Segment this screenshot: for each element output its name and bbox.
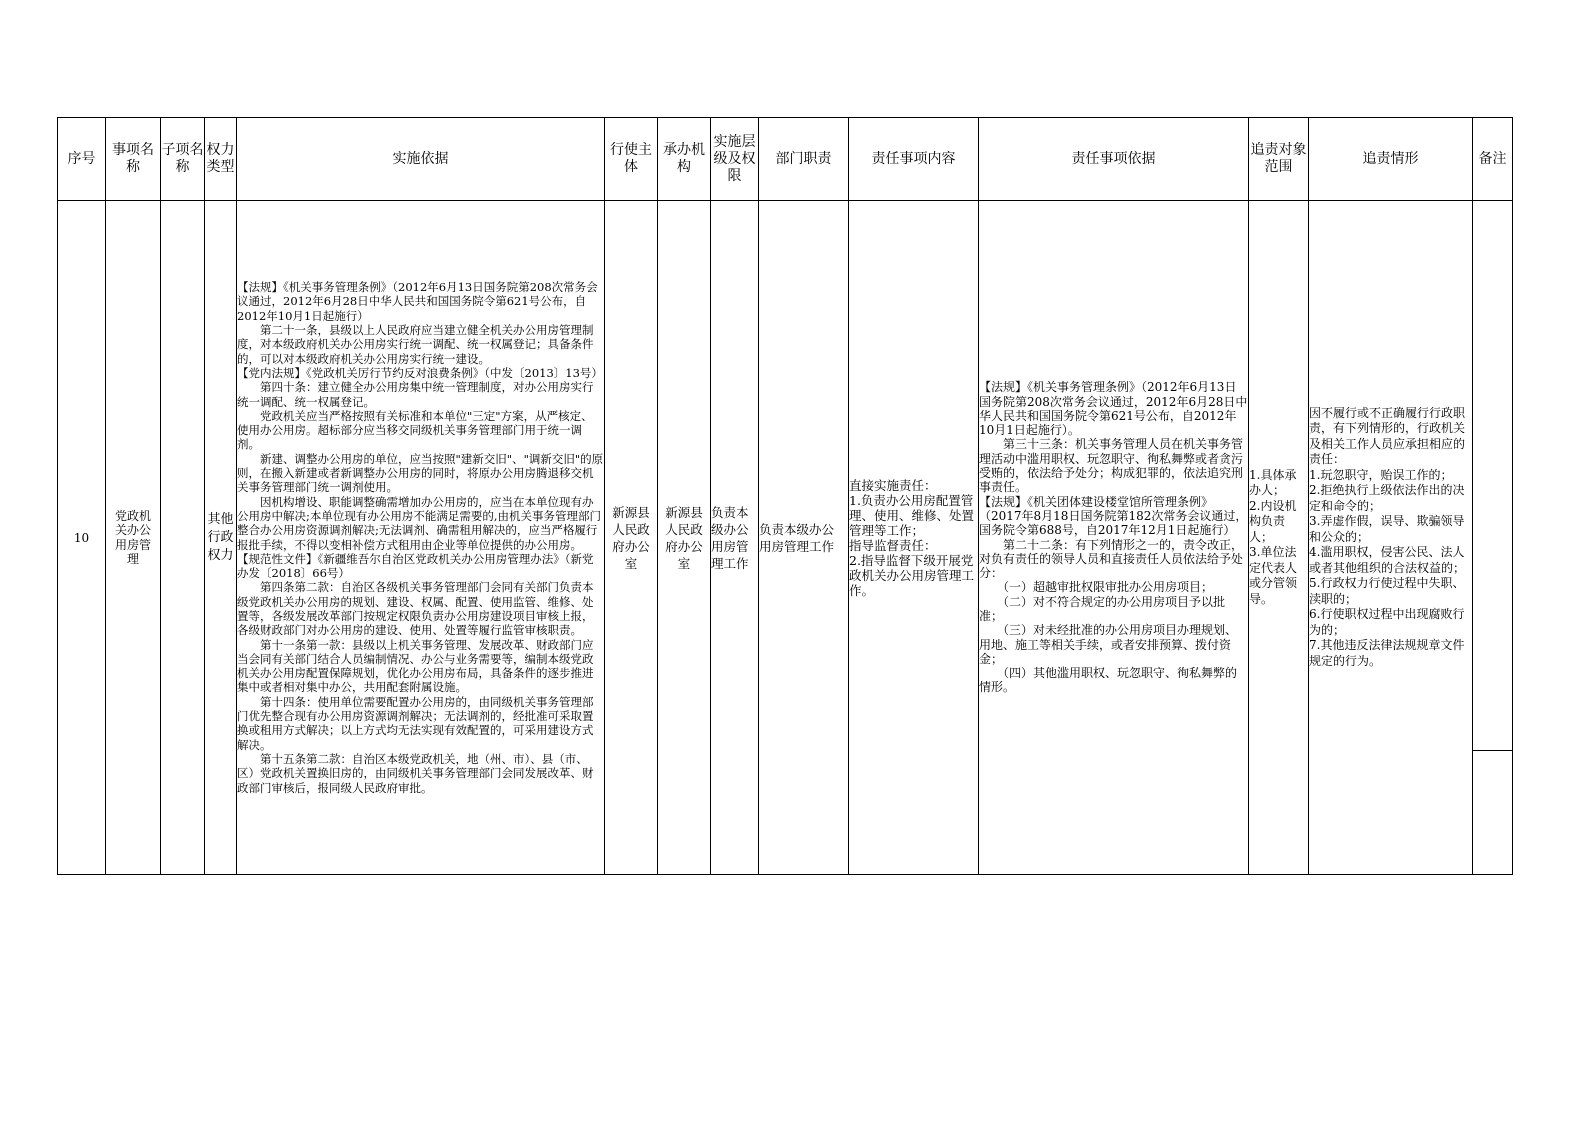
cell-sub-name [161,201,205,875]
header-item-name: 事项名称 [106,118,161,201]
cell-subject: 新源县 人民政 府办公 室 [605,201,658,875]
cell-account-scope: 1.具体承办人； 2.内设机构负责人； 3.单位法定代表人或分管领导。 [1249,201,1309,875]
header-basis: 实施依据 [237,118,605,201]
table-row [58,201,1513,875]
remark-divider [1473,750,1512,751]
header-agency: 承办机构 [658,118,711,201]
cell-duty: 负责本级办公 用房管理工作 [759,201,849,875]
header-duty: 部门职责 [759,118,849,201]
header-account-situation: 追责情形 [1309,118,1473,201]
cell-resp-content: 直接实施责任： 1.负责办公用房配置管理、使用、维修、处置管理等工作； 指导监督责任： 2.指导监督下级开展党政机关办公用房管理工作。 [849,201,979,875]
header-sub-name: 子项名称 [161,118,205,201]
cell-account-situation: 因不履行或不正确履行行政职责，有下列情形的，行政机关及相关工作人员应承担相应的责任： 1.玩忽职守，贻误工作的； 2.拒绝执行上级依法作出的决定和命令的； 3.弄虚作假，误导、欺骗领导和公众的； 4.滥用职权，侵害公民、法人或者其他组织的合法权益的； 5.行政权力行使过程中失职、渎职的； 6.行使职权过程中出现腐败行为的； 7.其他违反法律法规规章文件规定的行为。 [1309,201,1473,875]
header-level: 实施层级及权限 [711,118,759,201]
cell-resp-basis: 【法规】《机关事务管理条例》（2012年6月13日国务院第208次常务会议通过，2012年6月28日中华人民共和国国务院令第621号公布，自2012年10月1日起施行）。 第三十三条：机关事务管理人员在机关事务管理活动中滥用职权、玩忽职守、徇私舞弊或者贪污受贿的，依法给予处分；构成犯罪的，依法追究刑事责任。 【法规】《机关团体建设楼堂馆所管理条例》（2017年8月18日国务院第182次常务会议通过，国务院令第688号，自2017年12月1日起施行） 第二十二条：有下列情形之一的，责令改正，对负有责任的领导人员和直接责任人员依法给予处分： （一）超越审批权限审批办公用房项目； （二）对不符合规定的办公用房项目予以批准； （三）对未经批准的办公用房项目办理规划、用地、施工等相关手续，或者安排预算、拨付资金； （四）其他滥用职权、玩忽职守、徇私舞弊的情形。 [979,201,1249,875]
cell-power-type: 其他 行政 权力 [205,201,237,875]
power-list-table [57,117,1513,875]
header-power-type: 权力类型 [205,118,237,201]
header-row [58,118,1513,201]
cell-level: 负责本 级办公 用房管 理工作 [711,201,759,875]
header-account-scope: 追责对象范围 [1249,118,1309,201]
header-seq: 序号 [58,118,106,201]
cell-item-name: 党政机 关办公 用房管 理 [106,201,161,875]
header-subject: 行使主体 [605,118,658,201]
cell-basis: 【法规】《机关事务管理条例》（2012年6月13日国务院第208次常务会议通过，2012年6月28日中华人民共和国国务院令第621号公布，自2012年10月1日起施行） 第二十一条，县级以上人民政府应当建立健全机关办公用房管理制度，对本级政府机关办公用房实行统一调配、统一权属登记；具备条件的，可以对本级政府机关办公用房实行统一建设。 【党内法规】《党政机关厉行节约反对浪费条例》（中发〔2013〕13号） 第四十条：建立健全办公用房集中统一管理制度，对办公用房实行统一调配、统一权属登记。 党政机关应当严格按照有关标准和本单位"三定"方案，从严核定、使用办公用房。超标部分应当移交同级机关事务管理部门用于统一调剂。 新建、调整办公用房的单位，应当按照"建新交旧"、"调新交旧"的原则，在搬入新建或者新调整办公用房的同时，将原办公用房腾退移交机关事务管理部门统一调剂使用。 因机构增设、职能调整确需增加办公用房的，应当在本单位现有办公用房中解决;本单位现有办公用房不能满足需要的,由机关事务管理部门整合办公用房资源调剂解决;无法调剂、确需租用解决的，应当严格履行报批手续，不得以变相补偿方式租用由企业等单位提供的办公用房。 【规范性文件】《新疆维吾尔自治区党政机关办公用房管理办法》（新党办发〔2018〕66号） 第四条第二款：自治区各级机关事务管理部门会同有关部门负责本级党政机关办公用房的规划、建设、权属、配置、使用监管、维修、处置等，各级发展改革部门按规定权限负责办公用房建设项目审核上报，各级财政部门对办公用房的建设、使用、处置等履行监管审核职责。 第十一条第一款：县级以上机关事务管理、发展改革、财政部门应当会同有关部门结合人员编制情况、办公与业务需要等，编制本级党政机关办公用房配置保障规划，优化办公用房布局，具备条件的逐步推进集中或者相对集中办公，共用配套附属设施。 第十四条：使用单位需要配置办公用房的，由同级机关事务管理部门优先整合现有办公用房资源调剂解决；无法调剂的，经批准可采取置换或租用方式解决；以上方式均无法实现有效配置的，可采用建设方式解决。 第十五条第二款：自治区本级党政机关，地（州、市）、县（市、区）党政机关置换旧房的，由同级机关事务管理部门会同发展改革、财政部门审核后，报同级人民政府审批。 [237,201,605,875]
cell-agency: 新源县 人民政 府办公 室 [658,201,711,875]
cell-seq: 10 [58,201,106,875]
cell-remark [1473,201,1513,875]
header-resp-content: 责任事项内容 [849,118,979,201]
header-resp-basis: 责任事项依据 [979,118,1249,201]
header-remark: 备注 [1473,118,1513,201]
